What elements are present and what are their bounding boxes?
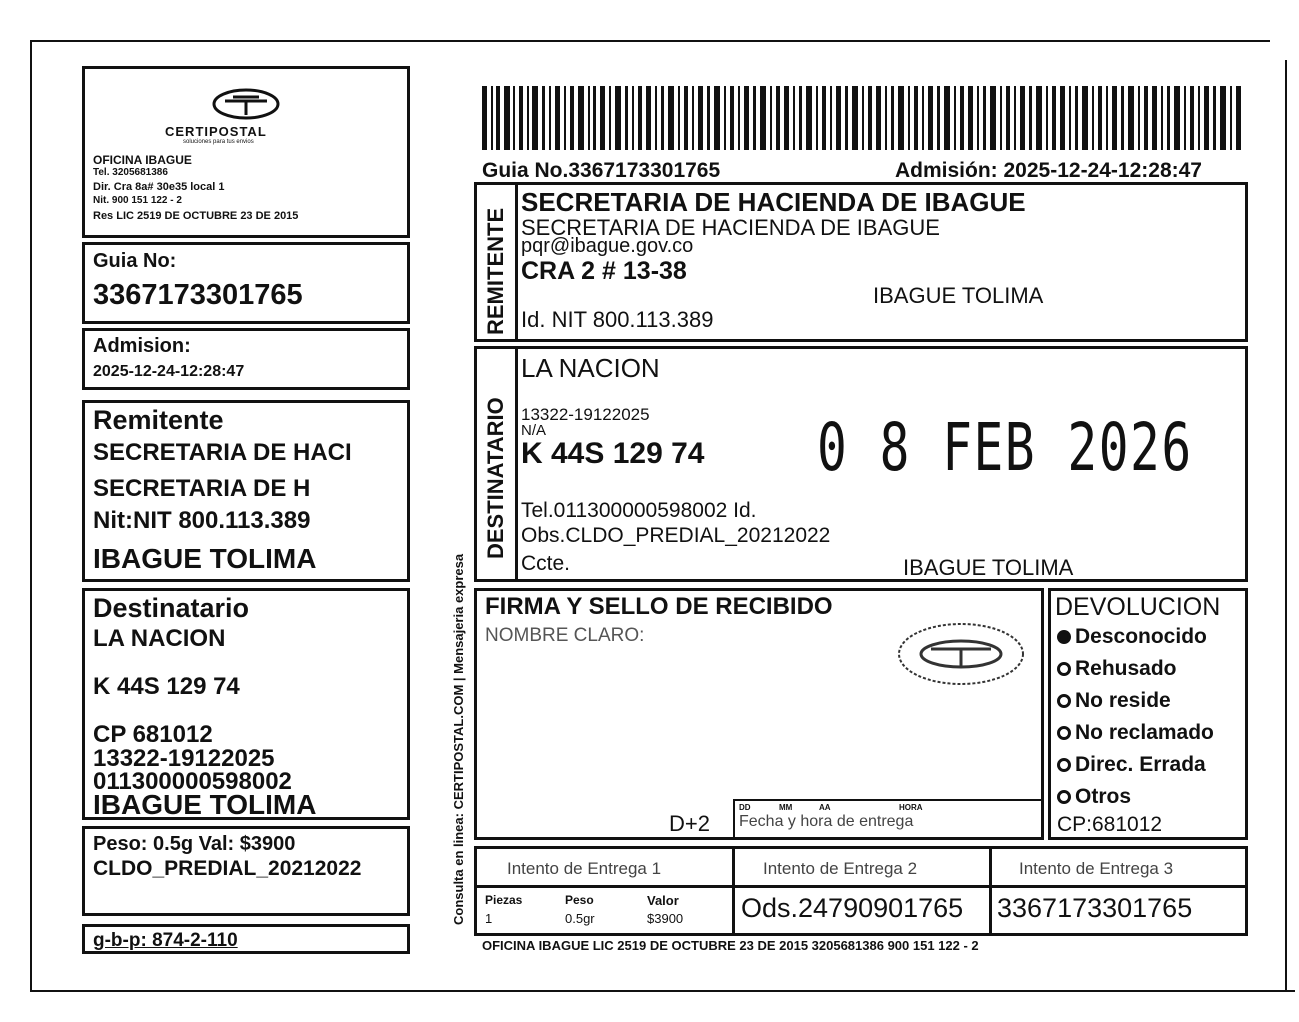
left-destinatario-line-2: 13322-19122025 [93,745,275,772]
devolucion-option-1[interactable]: Desconocido [1057,625,1207,649]
code-box [82,924,410,954]
left-destinatario-address: K 44S 129 74 [93,673,240,700]
left-destinatario-line-1: CP 681012 [93,721,213,748]
destinatario-box [474,346,1248,582]
remitente-city: IBAGUE TOLIMA [873,283,1044,308]
d-plus: D+2 [669,811,710,836]
radio-icon [1057,726,1071,740]
remitente-id: Id. NIT 800.113.389 [521,307,714,332]
remitente-email: pqr@ibague.gov.co [521,235,694,257]
intento-2-label: Intento de Entrega 2 [763,859,918,878]
seal-stamp-icon [895,619,1027,689]
peso-label: Peso [565,893,594,907]
firma-box [474,588,1044,840]
brand-name: CERTIPOSTAL [165,124,267,139]
left-destinatario-name: LA NACION [93,625,226,652]
left-ref-line: CLDO_PREDIAL_20212022 [93,857,362,880]
radio-icon [1057,758,1071,772]
guia-label: Guia No: [93,250,177,272]
firma-title: FIRMA Y SELLO DE RECIBIDO [485,593,833,620]
peso-box [82,826,410,916]
destinatario-obs: Obs.CLDO_PREDIAL_20212022 [521,524,831,547]
remitente-address: CRA 2 # 13-38 [521,257,687,285]
ods-value: Ods.24790901765 [741,893,964,923]
page-edge-bottom [30,990,1295,992]
guia-number: 3367173301765 [93,279,303,311]
left-remitente-line-4: IBAGUE TOLIMA [93,543,317,574]
intentos-table [474,846,1248,936]
office-line-4: Nit. 900 151 122 - 2 [93,195,182,206]
devolucion-option-3[interactable]: No reside [1057,689,1171,713]
left-destinatario-line-3: 011300000598002 [93,768,292,795]
guia-box [82,242,410,324]
left-remitente-line-2: SECRETARIA DE H [93,475,311,502]
brand-tagline: soluciones para tus envios [183,139,254,145]
radio-icon [1057,630,1071,644]
fecha-aa: AA [819,803,831,812]
page-edge-left [30,40,32,990]
guia-bottom: 3367173301765 [997,893,1193,923]
date-stamp: 0 8 FEB 2026 [817,409,1193,486]
office-box [82,66,410,238]
fecha-hora: HORA [899,803,923,812]
destinatario-ref: 13322-19122025 [521,405,650,424]
left-destinatario-line-4: IBAGUE TOLIMA [93,789,317,820]
devolucion-option-6[interactable]: Otros [1057,785,1131,809]
left-destinatario-box [82,588,410,820]
left-peso-line: Peso: 0.5g Val: $3900 [93,833,296,855]
left-remitente-title: Remitente [93,405,224,435]
peso-value: 0.5gr [565,911,595,926]
radio-icon [1057,694,1071,708]
office-line-1: OFICINA IBAGUE [93,153,192,167]
certipostal-logo-icon [211,87,281,121]
devolucion-option-5[interactable]: Direc. Errada [1057,753,1206,777]
fecha-mm: MM [779,803,793,812]
office-line-2: Tel. 3205681386 [93,167,168,178]
destinatario-tel: Tel.011300000598002 Id. [521,499,757,522]
admision-header: Admisión: 2025-12-24-12:28:47 [895,159,1202,182]
barcode [482,86,1242,150]
piezas-label: Piezas [485,893,523,907]
remitente-name: SECRETARIA DE HACIENDA DE IBAGUE [521,215,940,240]
page-edge-top [30,40,1270,42]
piezas-value: 1 [485,911,493,926]
left-remitente-line-1: SECRETARIA DE HACI [93,439,352,466]
radio-icon [1057,790,1071,804]
remitente-box [474,182,1248,342]
fecha-label: Fecha y hora de entrega [739,813,914,830]
code-line: g-b-p: 874-2-110 [93,930,238,951]
devolucion-option-2[interactable]: Rehusado [1057,657,1177,681]
office-line-3: Dir. Cra 8a# 30e35 local 1 [93,181,225,193]
admision-box [82,328,410,390]
devolucion-option-4[interactable]: No reclamado [1057,721,1214,745]
left-remitente-line-3: Nit:NIT 800.113.389 [93,507,311,534]
fecha-box [733,799,1043,839]
admision-value: 2025-12-24-12:28:47 [93,363,245,380]
remitente-label: REMITENTE [483,207,508,335]
fecha-dd: DD [739,803,751,812]
left-destinatario-title: Destinatario [93,593,250,623]
admision-label: Admision: [93,335,191,357]
intento-1-label: Intento de Entrega 1 [507,859,662,878]
left-remitente-box [82,400,410,582]
devolucion-box [1048,588,1248,840]
remitente-name-bold: SECRETARIA DE HACIENDA DE IBAGUE [521,187,1026,217]
side-consulta-text: Consulta en linea: CERTIPOSTAL.COM | Mensajeria expresa [451,553,466,925]
destinatario-na: N/A [521,422,547,439]
guia-header: Guia No.3367173301765 [482,159,721,182]
valor-value: $3900 [647,911,684,926]
intento-3-label: Intento de Entrega 3 [1019,859,1174,878]
devolucion-cp: CP:681012 [1057,813,1163,836]
valor-label: Valor [647,893,679,908]
destinatario-address: K 44S 129 74 [521,437,705,470]
firma-nombre: NOMBRE CLARO: [485,625,645,646]
destinatario-label: DESTINATARIO [483,397,508,559]
destinatario-city: IBAGUE TOLIMA [903,555,1074,580]
devolucion-title: DEVOLUCION [1055,593,1221,621]
destinatario-name: LA NACION [521,353,660,383]
office-line-5: Res LIC 2519 DE OCTUBRE 23 DE 2015 [93,210,299,222]
page-edge-right [1285,60,1287,990]
footer-text: OFICINA IBAGUE LIC 2519 DE OCTUBRE 23 DE 2015 3205681386 900 151 122 - 2 [482,938,979,953]
destinatario-ccte: Ccte. [521,552,571,575]
radio-icon [1057,662,1071,676]
